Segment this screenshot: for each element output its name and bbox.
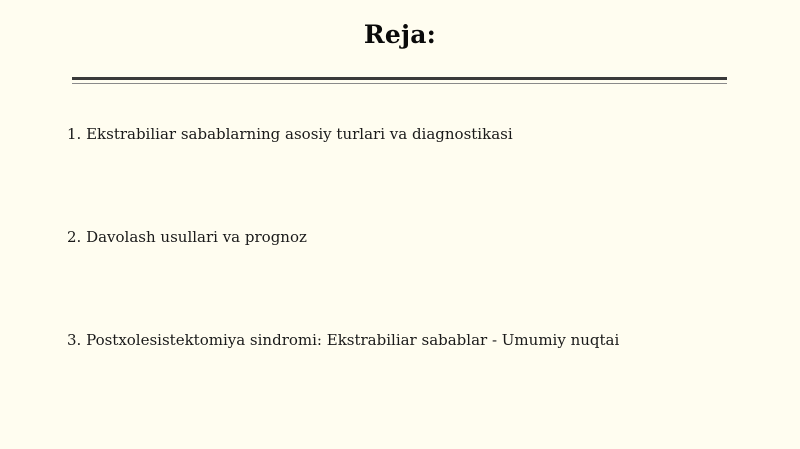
plan-item-1: 1. Ekstrabiliar sabablarning asosiy turlari va diagnostikasi <box>67 125 513 143</box>
title-divider-thin <box>72 83 727 84</box>
title-divider-thick <box>72 77 727 80</box>
slide-title: Reja: <box>363 20 437 49</box>
plan-item-3: 3. Postxolesistektomiya sindromi: Ekstrabiliar sabablar - Umumiy nuqtai <box>67 331 620 349</box>
plan-item-2: 2. Davolash usullari va prognoz <box>67 228 307 246</box>
